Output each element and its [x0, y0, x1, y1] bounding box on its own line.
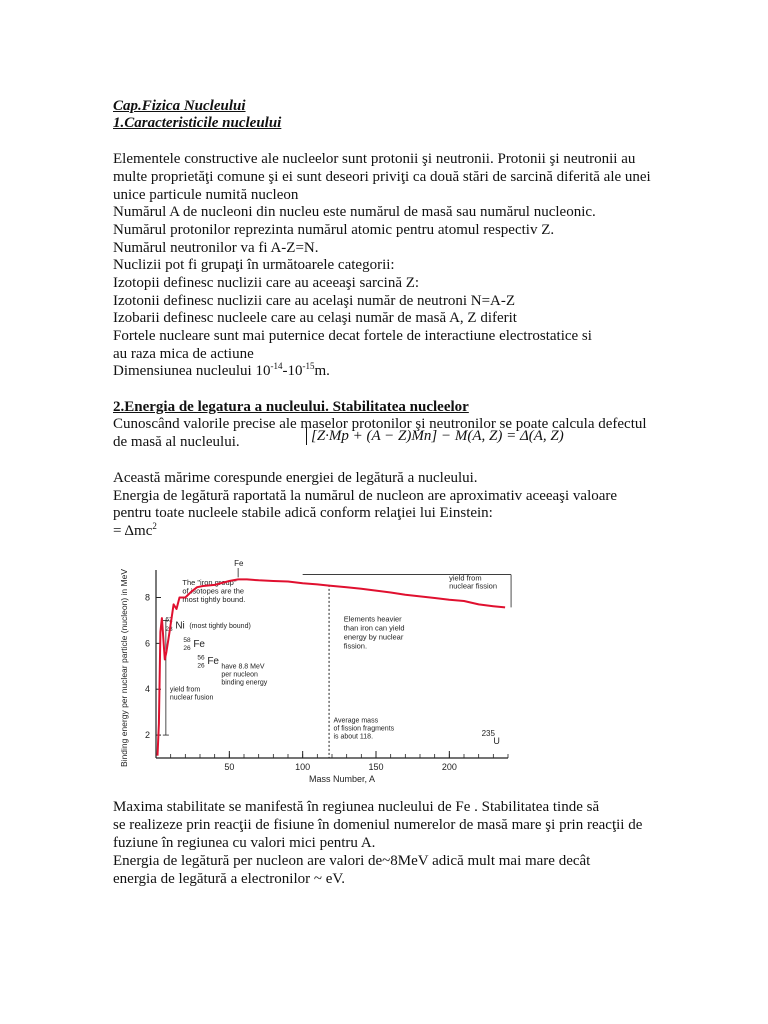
dimension-exponent-2: -15 — [302, 361, 315, 371]
ni-z-label: 28 — [165, 625, 173, 633]
section-title-2: 2.Energia de legatura a nucleului. Stabilitatea nucleelor — [113, 399, 469, 415]
einstein-relation — [113, 522, 157, 540]
heavier-elements-label: energy by nuclear — [343, 632, 404, 642]
y-tick-label: 4 — [144, 684, 150, 695]
paragraph-line: Izobarii definesc nucleele care au celaşi număr de masă A, Z diferit — [113, 310, 517, 326]
x-tick-label: 50 — [224, 762, 235, 772]
dimension-mid: -10 — [282, 363, 303, 379]
ni-symbol: Ni — [175, 620, 185, 632]
fe58-z-label: 26 — [183, 645, 191, 653]
paragraph-line: au raza mica de actiune — [113, 346, 254, 362]
fission-yield-label: yield from — [449, 573, 482, 583]
fusion-yield-label: nuclear fusion — [169, 694, 214, 702]
dimension-text: Dimensiunea nucleului 10 — [113, 363, 271, 379]
paragraph-line: de masă al nucleului. — [113, 434, 240, 450]
u-mass-label: 235 — [481, 729, 495, 739]
paragraph-line: Izotonii definesc nuclizii care au acelaşi număr de neutroni N=A-Z — [113, 293, 516, 309]
ni-note: (most tightly bound) — [189, 622, 251, 630]
section-title-1: 1.Caracteristicile nucleului — [113, 115, 282, 131]
einstein-text: = Δmc — [113, 523, 153, 539]
nucleus-dimension-line — [113, 362, 330, 380]
average-mass-label: Average mass — [333, 717, 379, 725]
y-tick-label: 2 — [144, 730, 150, 741]
paragraph-line: Această mărime corespunde energiei de legătură a nucleului. — [113, 470, 478, 486]
dimension-exponent-1: -14 — [270, 361, 283, 371]
x-tick-label: 100 — [295, 762, 311, 772]
fe56-z-label: 26 — [197, 662, 205, 670]
heavier-elements-label: fission. — [343, 641, 368, 651]
paragraph-line: Izotopii definesc nuclizii care au aceeaşi sarcină Z: — [113, 275, 420, 291]
average-mass-label: is about 118. — [333, 733, 374, 741]
fe58-symbol: Fe — [193, 638, 206, 650]
x-tick-label: 200 — [441, 762, 457, 772]
chart-ticks — [119, 569, 508, 784]
paragraph-line: Numărul A de nucleoni din nucleu este numărul de masă sau numărul nucleonic. — [113, 204, 596, 220]
heavier-elements-label: Elements heavier — [343, 614, 402, 624]
binding-energy-chart — [113, 556, 523, 784]
chapter-title: Cap.Fizica Nucleului — [113, 98, 246, 114]
heavier-elements-label: than iron can yield — [343, 623, 405, 633]
fission-yield-label: nuclear fission — [449, 581, 498, 591]
u-symbol: U — [493, 736, 500, 747]
einstein-exponent: 2 — [152, 521, 157, 531]
y-tick-label: 6 — [144, 638, 150, 649]
fe58-mass-label: 58 — [183, 637, 191, 645]
ni-mass-label: 62 — [165, 616, 173, 624]
paragraph-line: Cunoscând valorile precise ale maselor protonilor şi neutronilor se poate calcula defectul — [113, 416, 647, 432]
iron-group-label: most tightly bound. — [182, 594, 246, 604]
fe56-symbol: Fe — [207, 656, 220, 667]
paragraph-line: Numărul protonilor reprezinta numărul atomic pentru atomul respectiv Z. — [113, 222, 555, 238]
paragraph-line: Maxima stabilitate se manifestă în regiunea nucleului de Fe . Stabilitatea tinde să — [113, 799, 600, 815]
paragraph-line: Numărul neutronilor va fi A-Z=N. — [113, 240, 319, 256]
binding-energy-note: per nucleon — [221, 671, 258, 679]
iron-group-label: of isotopes are the — [182, 586, 245, 596]
paragraph-line: Energia de legătură per nucleon are valori de~8MeV adică mult mai mare decât — [113, 853, 591, 869]
y-tick-label: 8 — [144, 592, 150, 603]
fusion-yield-label: yield from — [169, 686, 201, 694]
chart-curve — [158, 579, 506, 755]
y-axis-label: Binding energy per nuclear particle (nucleon) in MeV — [119, 569, 129, 767]
fe56-mass-label: 56 — [197, 654, 205, 662]
paragraph-line: Fortele nucleare sunt mai puternice decat fortele de interactiune electrostatice si — [113, 328, 592, 344]
paragraph-line: Elementele constructive ale nucleelor sunt protonii şi neutronii. Protonii şi neutronii au — [113, 151, 636, 167]
paragraph-line: se realizeze prin reacţii de fisiune în domeniul numerelor de masă mare şi prin reacţii de — [113, 817, 643, 833]
average-mass-label: of fission fragments — [333, 725, 395, 733]
iron-group-label: The "iron group" — [182, 577, 237, 587]
x-tick-label: 150 — [368, 762, 384, 772]
binding-energy-chart-svg — [113, 556, 523, 784]
x-axis-label: Mass Number, A — [308, 774, 376, 784]
paragraph-line: Nuclizii pot fi grupaţi în următoarele categorii: — [113, 257, 395, 273]
chart-annotations — [163, 559, 511, 758]
paragraph-line: fuziune în regiunea cu valori mici pentru A. — [113, 835, 376, 851]
binding-energy-curve — [158, 579, 506, 755]
paragraph-line: unice particule numită nucleon — [113, 187, 299, 203]
paragraph-line: multe proprietăţi comune şi ei sunt deseori priviţi ca două stări de sarcină diferită ale unei — [113, 169, 651, 185]
dimension-end: m. — [314, 363, 330, 379]
paragraph-line: energia de legătură a electronilor ~ eV. — [113, 871, 346, 887]
binding-energy-note: have 8.8 MeV — [221, 663, 265, 671]
mass-defect-formula: [Z·Mp + (A − Z)Mn] − M(A, Z) = Δ(A, Z) — [306, 427, 564, 445]
paragraph-line: Energia de legătură raportată la numărul de nucleon are aproximativ aceeaşi valoare — [113, 488, 618, 504]
binding-energy-note: binding energy — [221, 679, 268, 687]
paragraph-line: pentru toate nucleele stabile adică conform relaţiei lui Einstein: — [113, 505, 493, 521]
fe-label: Fe — [234, 559, 244, 568]
